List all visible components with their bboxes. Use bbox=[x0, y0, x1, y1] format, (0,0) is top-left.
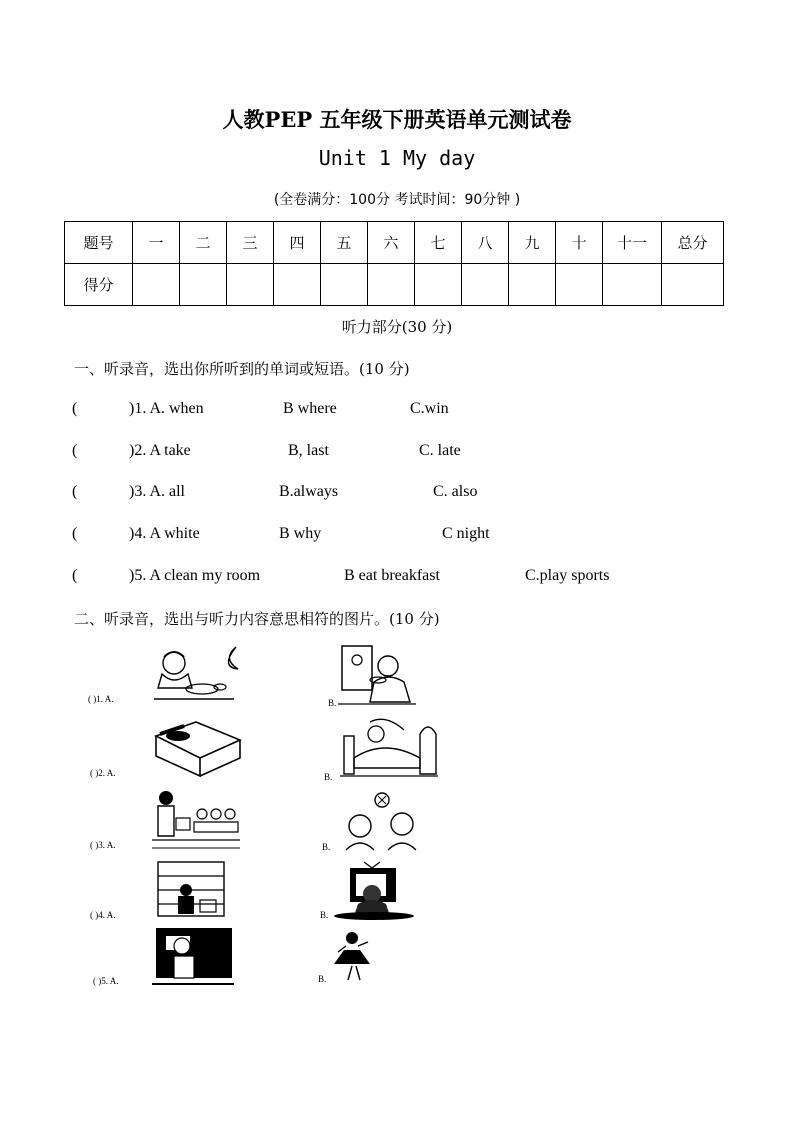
option-c: C.play sports bbox=[525, 567, 610, 584]
boy-eating-in-daytime-image[interactable] bbox=[338, 642, 418, 708]
picture-a-label: ( )5. A. bbox=[93, 976, 119, 986]
score-input-cell[interactable] bbox=[662, 264, 724, 306]
option-b: B.always bbox=[279, 483, 339, 500]
listening-section-title: 听力部分(30 分) bbox=[341, 318, 453, 336]
picture-a-label: ( )4. A. bbox=[90, 910, 116, 920]
picture-a-label: ( )3. A. bbox=[90, 840, 116, 850]
score-input-cell[interactable] bbox=[321, 264, 368, 306]
table-cell: 二 bbox=[180, 222, 227, 264]
option-b: B why bbox=[279, 525, 322, 542]
picture-a-label: ( )2. A. bbox=[90, 768, 116, 778]
score-input-cell[interactable] bbox=[274, 264, 321, 306]
score-input-cell[interactable] bbox=[133, 264, 180, 306]
exam-info: (全卷满分：100分 考试时间：90分钟 ) bbox=[273, 192, 521, 208]
picture-question-row bbox=[0, 786, 794, 856]
answer-paren[interactable]: ( bbox=[72, 442, 78, 459]
option-b: B eat breakfast bbox=[344, 567, 440, 584]
score-input-cell[interactable] bbox=[368, 264, 415, 306]
option-b: B where bbox=[283, 400, 337, 417]
table-cell: 题号 bbox=[65, 222, 133, 264]
answer-paren[interactable]: ( bbox=[72, 567, 78, 584]
option-a: )4. A white bbox=[129, 525, 200, 542]
answer-paren[interactable]: ( bbox=[72, 400, 78, 417]
boy-eating-at-night-image[interactable] bbox=[154, 643, 250, 703]
table-cell: 八 bbox=[462, 222, 509, 264]
score-input-cell[interactable] bbox=[462, 264, 509, 306]
option-c: C. also bbox=[433, 483, 478, 500]
table-cell: 一 bbox=[133, 222, 180, 264]
option-a: )2. A take bbox=[129, 442, 191, 459]
watching-tv-image[interactable] bbox=[332, 860, 416, 922]
answer-paren[interactable]: ( bbox=[72, 483, 78, 500]
score-input-cell[interactable] bbox=[509, 264, 556, 306]
table-cell: 总分 bbox=[662, 222, 724, 264]
score-input-cell[interactable] bbox=[415, 264, 462, 306]
table-cell: 三 bbox=[227, 222, 274, 264]
boys-playing-ball-image[interactable] bbox=[340, 790, 422, 852]
option-c: C.win bbox=[410, 400, 449, 417]
table-cell: 十一 bbox=[603, 222, 662, 264]
picture-b-label: B. bbox=[320, 910, 329, 920]
option-b: B, last bbox=[288, 442, 329, 459]
table-cell: 得分 bbox=[65, 264, 133, 306]
answer-paren[interactable]: ( bbox=[72, 525, 78, 542]
table-cell: 九 bbox=[509, 222, 556, 264]
classroom-teacher-image[interactable] bbox=[152, 788, 242, 852]
option-a: )3. A. all bbox=[129, 483, 185, 500]
shopping-store-image[interactable] bbox=[156, 860, 226, 920]
table-cell: 六 bbox=[368, 222, 415, 264]
score-table-score-row bbox=[65, 264, 724, 306]
picture-a-label: ( )1. A. bbox=[88, 694, 114, 704]
section2-heading: 二、听录音，选出与听力内容意思相符的图片。(10 分) bbox=[74, 610, 440, 628]
picture-b-label: B. bbox=[322, 842, 331, 852]
picture-question-row bbox=[0, 712, 794, 782]
picture-b-label: B. bbox=[324, 772, 333, 782]
table-cell: 七 bbox=[415, 222, 462, 264]
score-input-cell[interactable] bbox=[556, 264, 603, 306]
bed-sleeping-image[interactable] bbox=[150, 716, 242, 782]
score-input-cell[interactable] bbox=[603, 264, 662, 306]
option-c: C night bbox=[442, 525, 490, 542]
picture-question-row bbox=[0, 640, 794, 710]
page-title: 人教PEP 五年级下册英语单元测试卷 bbox=[222, 107, 572, 132]
unit-subtitle: Unit 1 My day bbox=[318, 146, 476, 170]
score-table bbox=[64, 221, 724, 306]
option-c: C. late bbox=[419, 442, 461, 459]
picture-b-label: B. bbox=[328, 698, 337, 708]
teacher-at-blackboard-image[interactable] bbox=[152, 926, 236, 990]
child-in-bed-image[interactable] bbox=[340, 718, 440, 778]
option-a: )5. A clean my room bbox=[129, 567, 261, 584]
girl-dancing-image[interactable] bbox=[334, 930, 384, 986]
table-cell: 十 bbox=[556, 222, 603, 264]
table-cell: 五 bbox=[321, 222, 368, 264]
score-table-header-row bbox=[65, 222, 724, 264]
score-input-cell[interactable] bbox=[227, 264, 274, 306]
picture-b-label: B. bbox=[318, 974, 327, 984]
picture-question-row bbox=[0, 924, 794, 994]
section1-heading: 一、听录音，选出你所听到的单词或短语。(10 分) bbox=[74, 360, 410, 378]
option-a: )1. A. when bbox=[129, 400, 204, 417]
score-input-cell[interactable] bbox=[180, 264, 227, 306]
table-cell: 四 bbox=[274, 222, 321, 264]
picture-question-row bbox=[0, 856, 794, 926]
